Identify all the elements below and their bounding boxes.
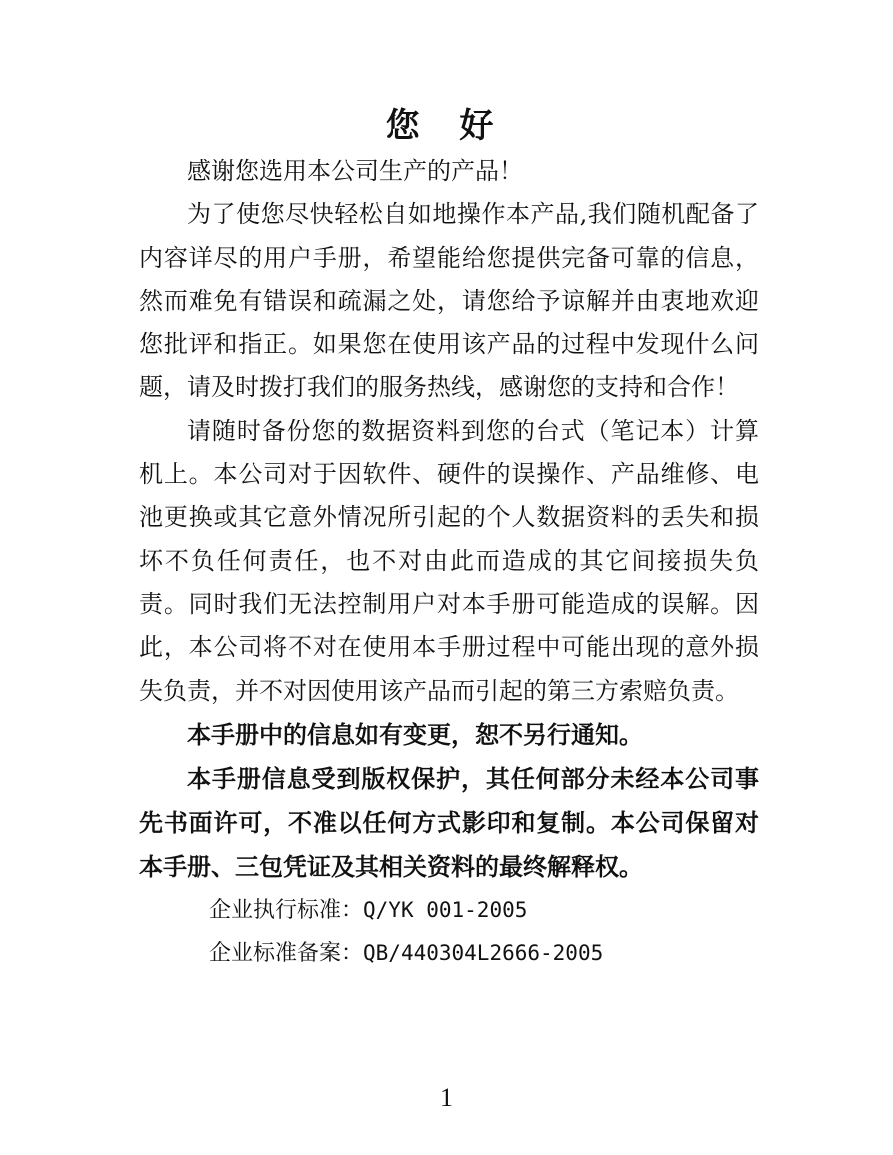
disclaimer-paragraph: 请随时备份您的数据资料到您的台式（笔记本）计算机上。本公司对于因软件、硬件的误操作、产品维修、电池更换或其它意外情况所引起的个人数据资料的丢失和损坏不负任何责任，也不对由此而造成的其它间接损失负责。同时我们无法控制用户对本手册可能造成的误解。因此，本公司将不对在使用本手册过程中可能出现的意外损失负责，并不对因使用该产品而引起的第三方索赔负责。 <box>139 416 759 705</box>
change-notice: 本手册中的信息如有变更，恕不另行通知。 <box>187 720 643 749</box>
greeting-paragraph: 感谢您选用本公司生产的产品！ <box>187 157 523 185</box>
standard-line-filing <box>139 932 759 975</box>
page-body <box>139 150 759 975</box>
copyright-notice: 本手册信息受到版权保护，其任何部分未经本公司事先书面许可，不准以任何方式影印和复制。本公司保留对本手册、三包凭证及其相关资料的最终解释权。 <box>139 764 759 881</box>
intro-paragraph: 为了使您尽快轻松自如地操作本产品,我们随机配备了内容详尽的用户手册，希望能给您提供完备可靠的信息，然而难免有错误和疏漏之处，请您给予谅解并由衷地欢迎您批评和指正。如果您在使用该产品的过程中发现什么问题，请及时拨打我们的服务热线，感谢您的支持和合作！ <box>139 200 759 402</box>
standard-label: 企业标准备案： <box>209 940 364 966</box>
page-number: 1 <box>440 1083 453 1112</box>
standard-code: QB/440304L2666-2005 <box>363 940 604 965</box>
standard-line-execution <box>139 889 759 932</box>
page-title: 您 好 <box>385 106 508 146</box>
standard-code: Q/YK 001-2005 <box>363 897 528 922</box>
standard-label: 企业执行标准： <box>209 897 364 923</box>
